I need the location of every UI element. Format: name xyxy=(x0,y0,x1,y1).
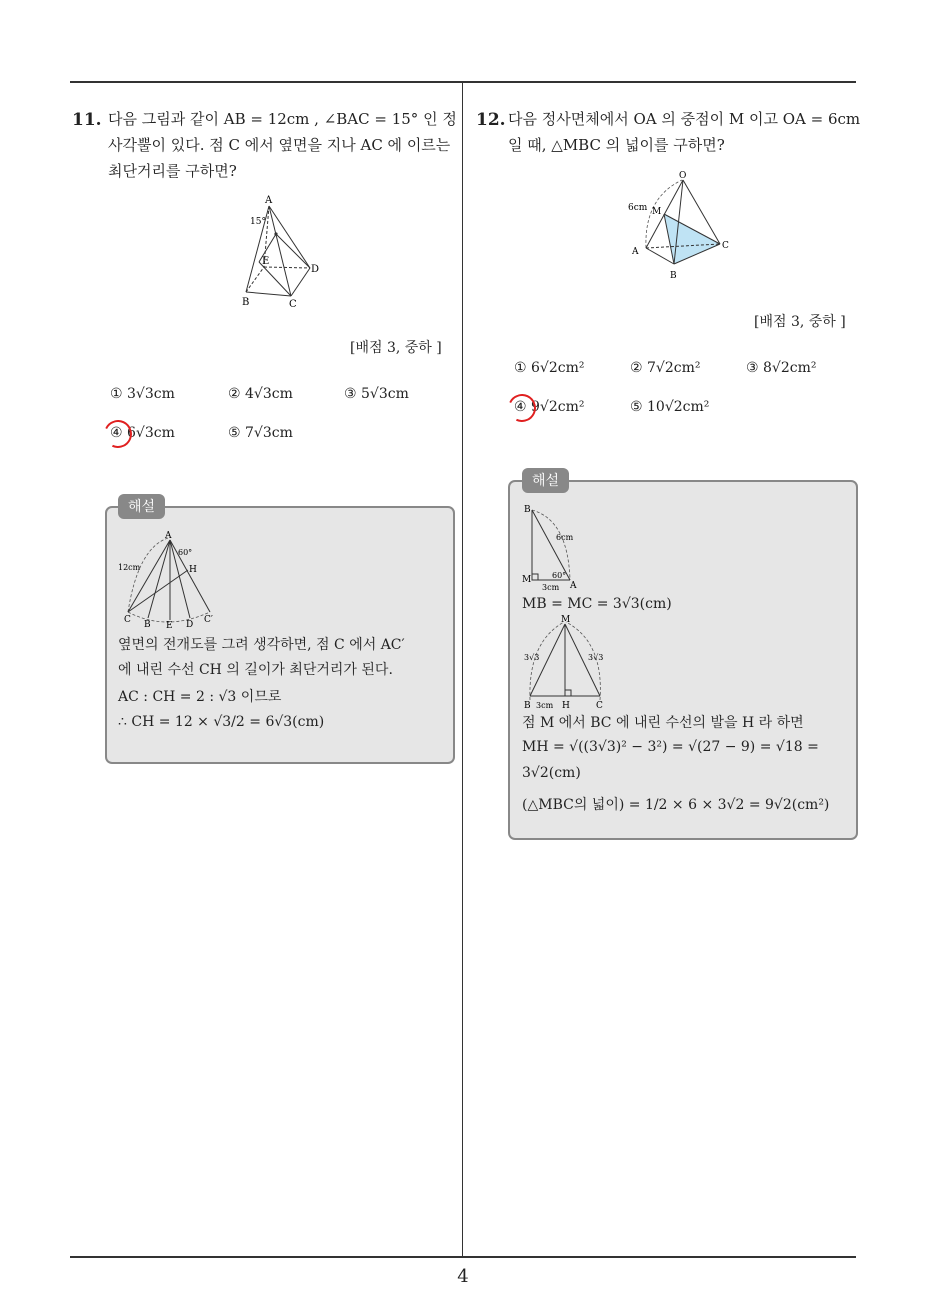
label-len: 3cm xyxy=(536,701,554,710)
bottom-rule xyxy=(70,1256,856,1258)
label-E: E xyxy=(166,621,173,630)
page-number: 4 xyxy=(457,1266,469,1287)
label-A: A xyxy=(265,195,273,206)
explanation-tag: 해설 xyxy=(522,468,569,493)
label-A: A xyxy=(165,531,172,541)
choice-3[interactable]: ③ 8√2cm² xyxy=(746,360,817,376)
question-line-2: 일 때, △MBC 의 넓이를 구하면? xyxy=(508,136,725,154)
choice-2[interactable]: ② 4√3cm xyxy=(228,386,293,402)
label-angle: 60° xyxy=(178,548,193,557)
choice-1[interactable]: ① 3√3cm xyxy=(110,386,175,402)
label-O: O xyxy=(679,171,687,181)
explanation-line-4: 3√2(cm) xyxy=(522,765,581,781)
label-A: A xyxy=(570,581,577,591)
explanation-line-3: MH = √((3√3)² − 3²) = √(27 − 9) = √18 = xyxy=(522,739,819,755)
net-figure xyxy=(116,528,226,630)
label-angle: 60° xyxy=(552,571,567,580)
label-C: C xyxy=(722,241,729,251)
question-number: 12. xyxy=(476,110,506,130)
label-C: C xyxy=(596,701,603,711)
label-C: C xyxy=(289,299,297,310)
label-len: 6cm xyxy=(628,203,648,213)
choice-4[interactable]: ④ 9√2cm² xyxy=(514,399,585,415)
explanation-line-3: AC : CH = 2 : √3 이므로 xyxy=(118,689,282,705)
label-len3: 3cm xyxy=(542,583,560,592)
question-line-1: 다음 그림과 같이 AB = 12cm , ∠BAC = 15° 인 정 xyxy=(108,110,457,128)
choice-1[interactable]: ① 6√2cm² xyxy=(514,360,585,376)
explanation-line-5: (△MBC의 넓이) = 1/2 × 6 × 3√2 = 9√2(cm²) xyxy=(522,797,830,813)
label-C: C xyxy=(124,615,131,625)
explanation-line-1: MB = MC = 3√3(cm) xyxy=(522,596,672,612)
label-M: M xyxy=(652,207,662,217)
choice-2[interactable]: ② 7√2cm² xyxy=(630,360,701,376)
score-label: [배점 3, 중하 ] xyxy=(754,314,846,330)
label-len6: 6cm xyxy=(556,533,574,542)
pyramid-figure xyxy=(232,192,332,310)
score-label: [배점 3, 중하 ] xyxy=(350,340,442,356)
label-M: M xyxy=(522,575,532,585)
tetrahedron-figure xyxy=(624,168,744,284)
question-11 xyxy=(0,0,462,1250)
label-H: H xyxy=(189,565,197,575)
choice-3[interactable]: ③ 5√3cm xyxy=(344,386,409,402)
label-B: B xyxy=(524,701,531,711)
right-triangle-figure xyxy=(518,500,588,592)
label-B: B xyxy=(242,297,250,308)
explanation-tag: 해설 xyxy=(118,494,165,519)
question-line-3: 최단거리를 구하면? xyxy=(108,162,237,180)
answer-circle-mark xyxy=(100,416,136,452)
choice-5[interactable]: ⑤ 7√3cm xyxy=(228,425,293,441)
explanation-line-2: 점 M 에서 BC 에 내린 수선의 발을 H 라 하면 xyxy=(522,715,804,731)
label-B: B xyxy=(524,505,531,515)
explanation-line-1: 옆면의 전개도를 그려 생각하면, 점 C 에서 AC′ xyxy=(118,637,405,653)
isosceles-triangle-figure xyxy=(518,612,618,712)
label-Cp: C′ xyxy=(204,615,213,625)
label-s2: 3√3 xyxy=(588,653,604,662)
label-len: 12cm xyxy=(118,563,141,572)
choice-4[interactable]: ④ 6√3cm xyxy=(110,425,175,441)
label-D: D xyxy=(311,264,320,275)
label-E: E xyxy=(262,256,270,267)
label-angle: 15° xyxy=(250,217,266,227)
label-s1: 3√3 xyxy=(524,653,540,662)
question-12 xyxy=(462,0,926,1250)
label-B: B xyxy=(144,620,151,630)
choice-5[interactable]: ⑤ 10√2cm² xyxy=(630,399,710,415)
question-line-1: 다음 정사면체에서 OA 의 중점이 M 이고 OA = 6cm xyxy=(508,110,861,128)
label-M: M xyxy=(561,615,571,625)
answer-circle-mark xyxy=(504,390,540,426)
explanation-line-4: ∴ CH = 12 × √3/2 = 6√3(cm) xyxy=(118,714,325,730)
question-number: 11. xyxy=(72,110,102,130)
label-B: B xyxy=(670,271,677,281)
label-H: H xyxy=(562,701,570,711)
label-D: D xyxy=(186,620,194,630)
explanation-line-2: 에 내린 수선 CH 의 길이가 최단거리가 된다. xyxy=(118,662,393,678)
label-A: A xyxy=(632,247,639,257)
question-line-2: 사각뿔이 있다. 점 C 에서 옆면을 지나 AC 에 이르는 xyxy=(108,136,451,154)
